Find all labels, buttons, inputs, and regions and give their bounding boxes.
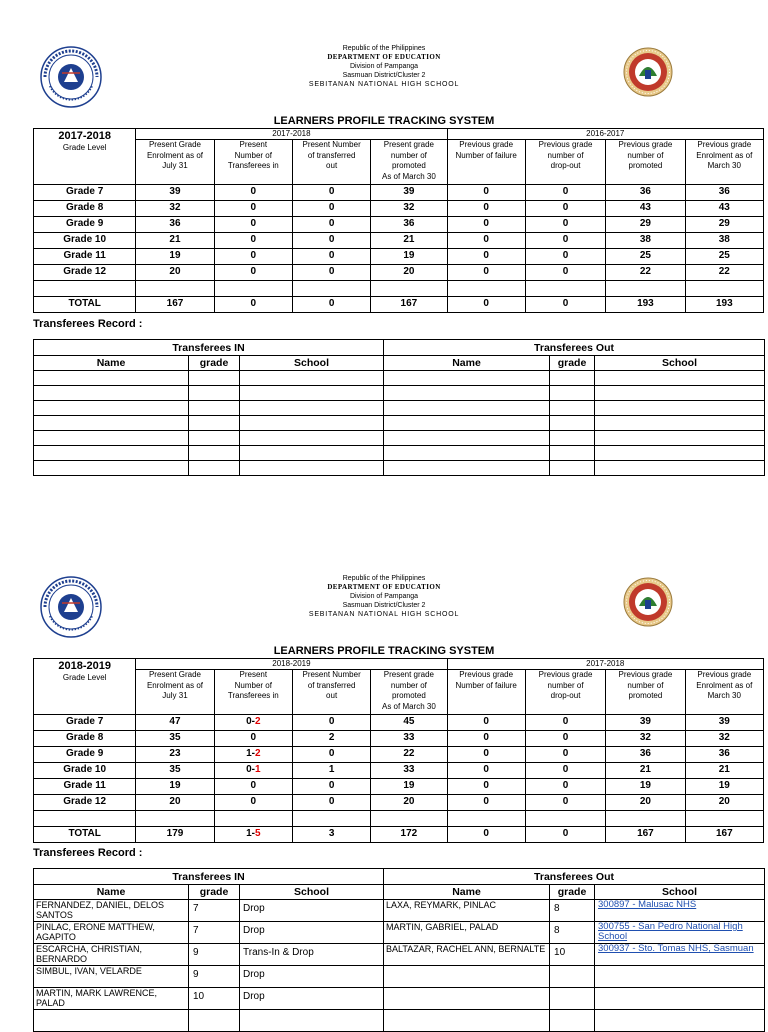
total-row: TOTAL 179 1-5 3 172 0 0 167 167 (34, 827, 764, 843)
transferees-record-label: Transferees Record : (33, 318, 143, 330)
out-school-header: School (595, 356, 765, 371)
prev-enrolment-value: 43 (685, 201, 763, 217)
transferees-in-value: 0 (214, 185, 292, 201)
department-text: DEPARTMENT OF EDUCATION (327, 583, 441, 591)
out-name-header: Name (384, 885, 550, 900)
grade-label: Grade 8 (34, 731, 136, 747)
in-grade-cell (189, 386, 240, 401)
republic-text: Republic of the Philippines (342, 45, 426, 52)
col-header-prev-dropout: Previous grade number of drop-out (525, 140, 605, 185)
in-name-cell: PINLAC, ERONE MATTHEW, AGAPITO (34, 922, 189, 944)
prev-failure-value: 0 (447, 185, 525, 201)
in-grade-cell (189, 371, 240, 386)
out-name-cell (384, 988, 550, 1010)
in-school-cell: Drop (240, 922, 384, 944)
out-school-link (595, 401, 765, 416)
promoted-value: 20 (371, 265, 447, 281)
in-name-cell: SIMBUL, IVAN, VELARDE (34, 966, 189, 988)
transferee-row (34, 1010, 765, 1032)
out-name-cell: MARTIN, GABRIEL, PALAD (384, 922, 550, 944)
school-name: SEBITANAN NATIONAL HIGH SCHOOL (308, 611, 460, 618)
prev-enrolment-value: 39 (685, 715, 763, 731)
col-header-prev-promoted: Previous grade number of promoted (606, 670, 685, 715)
enrolment-value: 35 (136, 763, 214, 779)
in-grade-header: grade (189, 885, 240, 900)
out-grade-cell (550, 461, 595, 476)
in-school-cell (240, 386, 384, 401)
transferred-out-value: 0 (292, 795, 370, 811)
transferees-table (33, 868, 765, 1032)
grade-label: Grade 11 (34, 779, 136, 795)
transferee-row (34, 922, 765, 944)
out-name-cell (384, 371, 550, 386)
transferee-row (34, 431, 765, 446)
col-header-prev-promoted: Previous grade number of promoted (606, 140, 685, 185)
promoted-value: 33 (371, 731, 447, 747)
prev-promoted-value: 29 (606, 217, 685, 233)
grade-row (34, 233, 764, 249)
district-text: Sasmuan District/Cluster 2 (342, 72, 426, 79)
out-school-link (595, 371, 765, 386)
transferee-row (34, 944, 765, 966)
year-header-cell (34, 659, 136, 715)
out-grade-cell: 10 (550, 944, 595, 966)
grade-label: Grade 10 (34, 763, 136, 779)
transferees-in-value: 1-2 (214, 747, 292, 763)
prev-dropout-value: 0 (525, 249, 605, 265)
transferee-row (34, 416, 765, 431)
out-grade-cell (550, 988, 595, 1010)
transferred-out-value: 0 (292, 185, 370, 201)
prev-failure-value: 0 (447, 233, 525, 249)
prev-failure-value: 0 (447, 217, 525, 233)
out-grade-cell (550, 1010, 595, 1032)
in-name-cell (34, 386, 189, 401)
transferred-out-value: 0 (292, 265, 370, 281)
grade-row (34, 217, 764, 233)
grade-label: Grade 11 (34, 249, 136, 265)
in-grade-cell: 9 (189, 966, 240, 988)
grade-level-label: Grade Level (62, 673, 107, 682)
prev-dropout-value: 0 (525, 763, 605, 779)
prev-enrolment-value: 22 (685, 265, 763, 281)
prev-enrolment-value: 21 (685, 763, 763, 779)
total-row: TOTAL 167 0 0 167 0 0 193 193 (34, 297, 764, 313)
prev-promoted-value: 36 (606, 747, 685, 763)
transferees-out-title: Transferees Out (384, 340, 765, 356)
promoted-value: 33 (371, 763, 447, 779)
col-header-transferred-out: Present Number of transferred out (292, 140, 370, 185)
in-name-cell: MARTIN, MARK LAWRENCE, PALAD (34, 988, 189, 1010)
out-grade-cell (550, 416, 595, 431)
school-seal-logo (623, 46, 673, 98)
out-grade-cell (550, 371, 595, 386)
prev-dropout-value: 0 (525, 217, 605, 233)
prev-enrolment-value: 38 (685, 233, 763, 249)
enrolment-value: 21 (136, 233, 214, 249)
col-header-transferees-in: Present Number of Transferees in (214, 140, 292, 185)
enrolment-value: 19 (136, 249, 214, 265)
grade-row (34, 201, 764, 217)
out-school-link (595, 446, 765, 461)
transferred-out-value: 0 (292, 747, 370, 763)
prev-dropout-value: 0 (525, 233, 605, 249)
in-name-cell (34, 416, 189, 431)
prev-dropout-value: 0 (525, 715, 605, 731)
out-school-link (595, 988, 765, 1010)
enrolment-value: 35 (136, 731, 214, 747)
grade-label: Grade 9 (34, 217, 136, 233)
grade-label: Grade 9 (34, 747, 136, 763)
prev-enrolment-value: 32 (685, 731, 763, 747)
grade-label: Grade 8 (34, 201, 136, 217)
transferees-in-title: Transferees IN (34, 869, 384, 885)
in-school-cell (240, 401, 384, 416)
prev-failure-value: 0 (447, 747, 525, 763)
in-name-cell: ESCARCHA, CHRISTIAN, BERNARDO (34, 944, 189, 966)
transferees-in-value: 0 (214, 217, 292, 233)
prev-promoted-value: 39 (606, 715, 685, 731)
in-name-cell (34, 461, 189, 476)
prev-failure-value: 0 (447, 795, 525, 811)
transferee-row (34, 461, 765, 476)
enrolment-value: 20 (136, 795, 214, 811)
out-name-cell (384, 401, 550, 416)
prev-enrolment-value: 25 (685, 249, 763, 265)
col-header-promoted: Present grade number of promoted As of March 30 (371, 670, 447, 715)
prev-failure-value: 0 (447, 779, 525, 795)
transferee-row (34, 900, 765, 922)
transferee-row (34, 988, 765, 1010)
enrolment-value: 19 (136, 779, 214, 795)
deped-seal-logo (40, 46, 102, 108)
in-school-cell: Trans-In & Drop (240, 944, 384, 966)
in-grade-header: grade (189, 356, 240, 371)
in-grade-cell (189, 446, 240, 461)
out-grade-header: grade (550, 356, 595, 371)
year-header-cell (34, 129, 136, 185)
col-header-prev-enrolment: Previous grade Enrolment as of March 30 (685, 670, 763, 715)
transferee-row (34, 966, 765, 988)
transferred-out-value: 0 (292, 715, 370, 731)
prev-failure-value: 0 (447, 201, 525, 217)
transferees-in-value: 0 (214, 249, 292, 265)
previous-year-group: 2017-2018 (447, 659, 763, 670)
enrolment-value: 20 (136, 265, 214, 281)
out-name-cell (384, 966, 550, 988)
out-grade-cell: 8 (550, 922, 595, 944)
out-name-cell: BALTAZAR, RACHEL ANN, BERNALTE (384, 944, 550, 966)
grade-row (34, 265, 764, 281)
grade-label: Grade 10 (34, 233, 136, 249)
transferred-out-value: 1 (292, 763, 370, 779)
grade-row (34, 715, 764, 731)
transferred-out-value: 0 (292, 201, 370, 217)
prev-promoted-value: 20 (606, 795, 685, 811)
enrolment-value: 32 (136, 201, 214, 217)
transferees-table (33, 339, 765, 476)
transferee-row (34, 401, 765, 416)
prev-failure-value: 0 (447, 715, 525, 731)
transferees-in-title: Transferees IN (34, 340, 384, 356)
transferees-in-value: 0 (214, 201, 292, 217)
in-grade-cell: 10 (189, 988, 240, 1010)
prev-promoted-value: 19 (606, 779, 685, 795)
enrolment-table (33, 658, 764, 843)
transferees-in-value: 0 (214, 731, 292, 747)
district-text: Sasmuan District/Cluster 2 (342, 602, 426, 609)
col-header-prev-failure: Previous grade Number of failure (447, 140, 525, 185)
transferees-in-value: 0 (214, 265, 292, 281)
republic-text: Republic of the Philippines (342, 575, 426, 582)
col-header-enrolment: Present Grade Enrolment as of July 31 (136, 140, 214, 185)
transferred-out-value: 0 (292, 233, 370, 249)
transferee-row (34, 371, 765, 386)
col-header-prev-enrolment: Previous grade Enrolment as of March 30 (685, 140, 763, 185)
prev-dropout-value: 0 (525, 747, 605, 763)
deped-seal-logo (40, 576, 102, 638)
present-year-group: 2018-2019 (136, 659, 447, 670)
out-name-cell (384, 446, 550, 461)
in-grade-cell (189, 461, 240, 476)
school-year: 2018-2019 (58, 660, 111, 672)
transferees-in-value: 0 (214, 233, 292, 249)
prev-promoted-value: 32 (606, 731, 685, 747)
out-name-cell (384, 461, 550, 476)
out-grade-cell (550, 386, 595, 401)
in-grade-cell: 9 (189, 944, 240, 966)
transferred-out-value: 0 (292, 217, 370, 233)
out-school-link (595, 431, 765, 446)
out-name-cell (384, 431, 550, 446)
school-seal-logo (623, 576, 673, 628)
out-school-link (595, 966, 765, 988)
out-school-link (595, 416, 765, 431)
in-name-cell (34, 371, 189, 386)
transferees-in-value: 0-2 (214, 715, 292, 731)
division-text: Division of Pampanga (349, 63, 419, 70)
system-title: LEARNERS PROFILE TRACKING SYSTEM (273, 645, 495, 657)
col-header-prev-dropout: Previous grade number of drop-out (525, 670, 605, 715)
in-school-cell (240, 416, 384, 431)
grade-row (34, 763, 764, 779)
out-name-header: Name (384, 356, 550, 371)
transferees-out-title: Transferees Out (384, 869, 765, 885)
in-name-cell (34, 431, 189, 446)
prev-failure-value: 0 (447, 265, 525, 281)
out-school-link (595, 1010, 765, 1032)
grade-level-label: Grade Level (62, 143, 107, 152)
prev-dropout-value: 0 (525, 265, 605, 281)
in-grade-cell: 7 (189, 922, 240, 944)
grade-row (34, 779, 764, 795)
prev-dropout-value: 0 (525, 795, 605, 811)
transferred-out-value: 0 (292, 779, 370, 795)
enrolment-value: 47 (136, 715, 214, 731)
previous-year-group: 2016-2017 (447, 129, 763, 140)
promoted-value: 19 (371, 249, 447, 265)
in-grade-cell (189, 1010, 240, 1032)
in-grade-cell (189, 401, 240, 416)
prev-promoted-value: 21 (606, 763, 685, 779)
out-school-link (595, 461, 765, 476)
out-school-link[interactable]: 300897 - Malusac NHS (595, 900, 765, 922)
out-name-cell (384, 386, 550, 401)
in-name-cell (34, 446, 189, 461)
grade-label: Grade 7 (34, 185, 136, 201)
prev-failure-value: 0 (447, 763, 525, 779)
promoted-value: 21 (371, 233, 447, 249)
out-school-link[interactable]: 300755 - San Pedro National High School (595, 922, 765, 944)
transferees-in-value: 0 (214, 779, 292, 795)
in-school-cell (240, 446, 384, 461)
grade-label: Grade 7 (34, 715, 136, 731)
in-grade-cell: 7 (189, 900, 240, 922)
promoted-value: 36 (371, 217, 447, 233)
department-text: DEPARTMENT OF EDUCATION (327, 53, 441, 61)
in-school-cell (240, 371, 384, 386)
school-name: SEBITANAN NATIONAL HIGH SCHOOL (308, 81, 460, 88)
prev-promoted-value: 38 (606, 233, 685, 249)
col-header-prev-failure: Previous grade Number of failure (447, 670, 525, 715)
prev-enrolment-value: 36 (685, 185, 763, 201)
out-name-cell (384, 416, 550, 431)
school-year: 2017-2018 (58, 130, 111, 142)
col-header-promoted: Present grade number of promoted As of March 30 (371, 140, 447, 185)
prev-failure-value: 0 (447, 249, 525, 265)
grade-label: Grade 12 (34, 795, 136, 811)
present-year-group: 2017-2018 (136, 129, 447, 140)
in-name-header: Name (34, 885, 189, 900)
enrolment-value: 23 (136, 747, 214, 763)
in-name-header: Name (34, 356, 189, 371)
prev-promoted-value: 36 (606, 185, 685, 201)
out-grade-cell (550, 966, 595, 988)
out-name-cell (384, 1010, 550, 1032)
promoted-value: 45 (371, 715, 447, 731)
enrolment-value: 39 (136, 185, 214, 201)
grade-row (34, 747, 764, 763)
prev-promoted-value: 22 (606, 265, 685, 281)
prev-enrolment-value: 19 (685, 779, 763, 795)
promoted-value: 32 (371, 201, 447, 217)
in-school-cell (240, 431, 384, 446)
in-school-cell: Drop (240, 966, 384, 988)
grade-row (34, 249, 764, 265)
out-grade-header: grade (550, 885, 595, 900)
promoted-value: 19 (371, 779, 447, 795)
prev-dropout-value: 0 (525, 731, 605, 747)
in-school-header: School (240, 356, 384, 371)
grade-row (34, 795, 764, 811)
enrolment-value: 36 (136, 217, 214, 233)
transferred-out-value: 0 (292, 249, 370, 265)
transferees-in-value: 0-1 (214, 763, 292, 779)
transferred-out-value: 2 (292, 731, 370, 747)
out-school-link (595, 386, 765, 401)
prev-enrolment-value: 20 (685, 795, 763, 811)
in-name-cell: FERNANDEZ, DANIEL, DELOS SANTOS (34, 900, 189, 922)
division-text: Division of Pampanga (349, 593, 419, 600)
prev-dropout-value: 0 (525, 201, 605, 217)
transferees-record-label: Transferees Record : (33, 847, 143, 859)
out-name-cell: LAXA, REYMARK, PINLAC (384, 900, 550, 922)
out-grade-cell: 8 (550, 900, 595, 922)
prev-promoted-value: 43 (606, 201, 685, 217)
transferee-row (34, 446, 765, 461)
grade-label: Grade 12 (34, 265, 136, 281)
col-header-transferred-out: Present Number of transferred out (292, 670, 370, 715)
prev-dropout-value: 0 (525, 185, 605, 201)
promoted-value: 20 (371, 795, 447, 811)
grade-row (34, 185, 764, 201)
out-school-link[interactable]: 300937 - Sto. Tomas NHS, Sasmuan (595, 944, 765, 966)
transferee-row (34, 386, 765, 401)
in-name-cell (34, 1010, 189, 1032)
out-grade-cell (550, 401, 595, 416)
prev-promoted-value: 25 (606, 249, 685, 265)
transferees-in-value: 0 (214, 795, 292, 811)
in-school-cell: Drop (240, 900, 384, 922)
in-name-cell (34, 401, 189, 416)
in-grade-cell (189, 416, 240, 431)
grade-row (34, 731, 764, 747)
out-grade-cell (550, 446, 595, 461)
prev-dropout-value: 0 (525, 779, 605, 795)
prev-failure-value: 0 (447, 731, 525, 747)
prev-enrolment-value: 36 (685, 747, 763, 763)
in-school-cell (240, 1010, 384, 1032)
prev-enrolment-value: 29 (685, 217, 763, 233)
in-school-header: School (240, 885, 384, 900)
out-school-header: School (595, 885, 765, 900)
promoted-value: 39 (371, 185, 447, 201)
system-title: LEARNERS PROFILE TRACKING SYSTEM (273, 115, 495, 127)
out-grade-cell (550, 431, 595, 446)
in-school-cell: Drop (240, 988, 384, 1010)
col-header-transferees-in: Present Number of Transferees in (214, 670, 292, 715)
promoted-value: 22 (371, 747, 447, 763)
in-school-cell (240, 461, 384, 476)
in-grade-cell (189, 431, 240, 446)
col-header-enrolment: Present Grade Enrolment as of July 31 (136, 670, 214, 715)
enrolment-table (33, 128, 764, 313)
